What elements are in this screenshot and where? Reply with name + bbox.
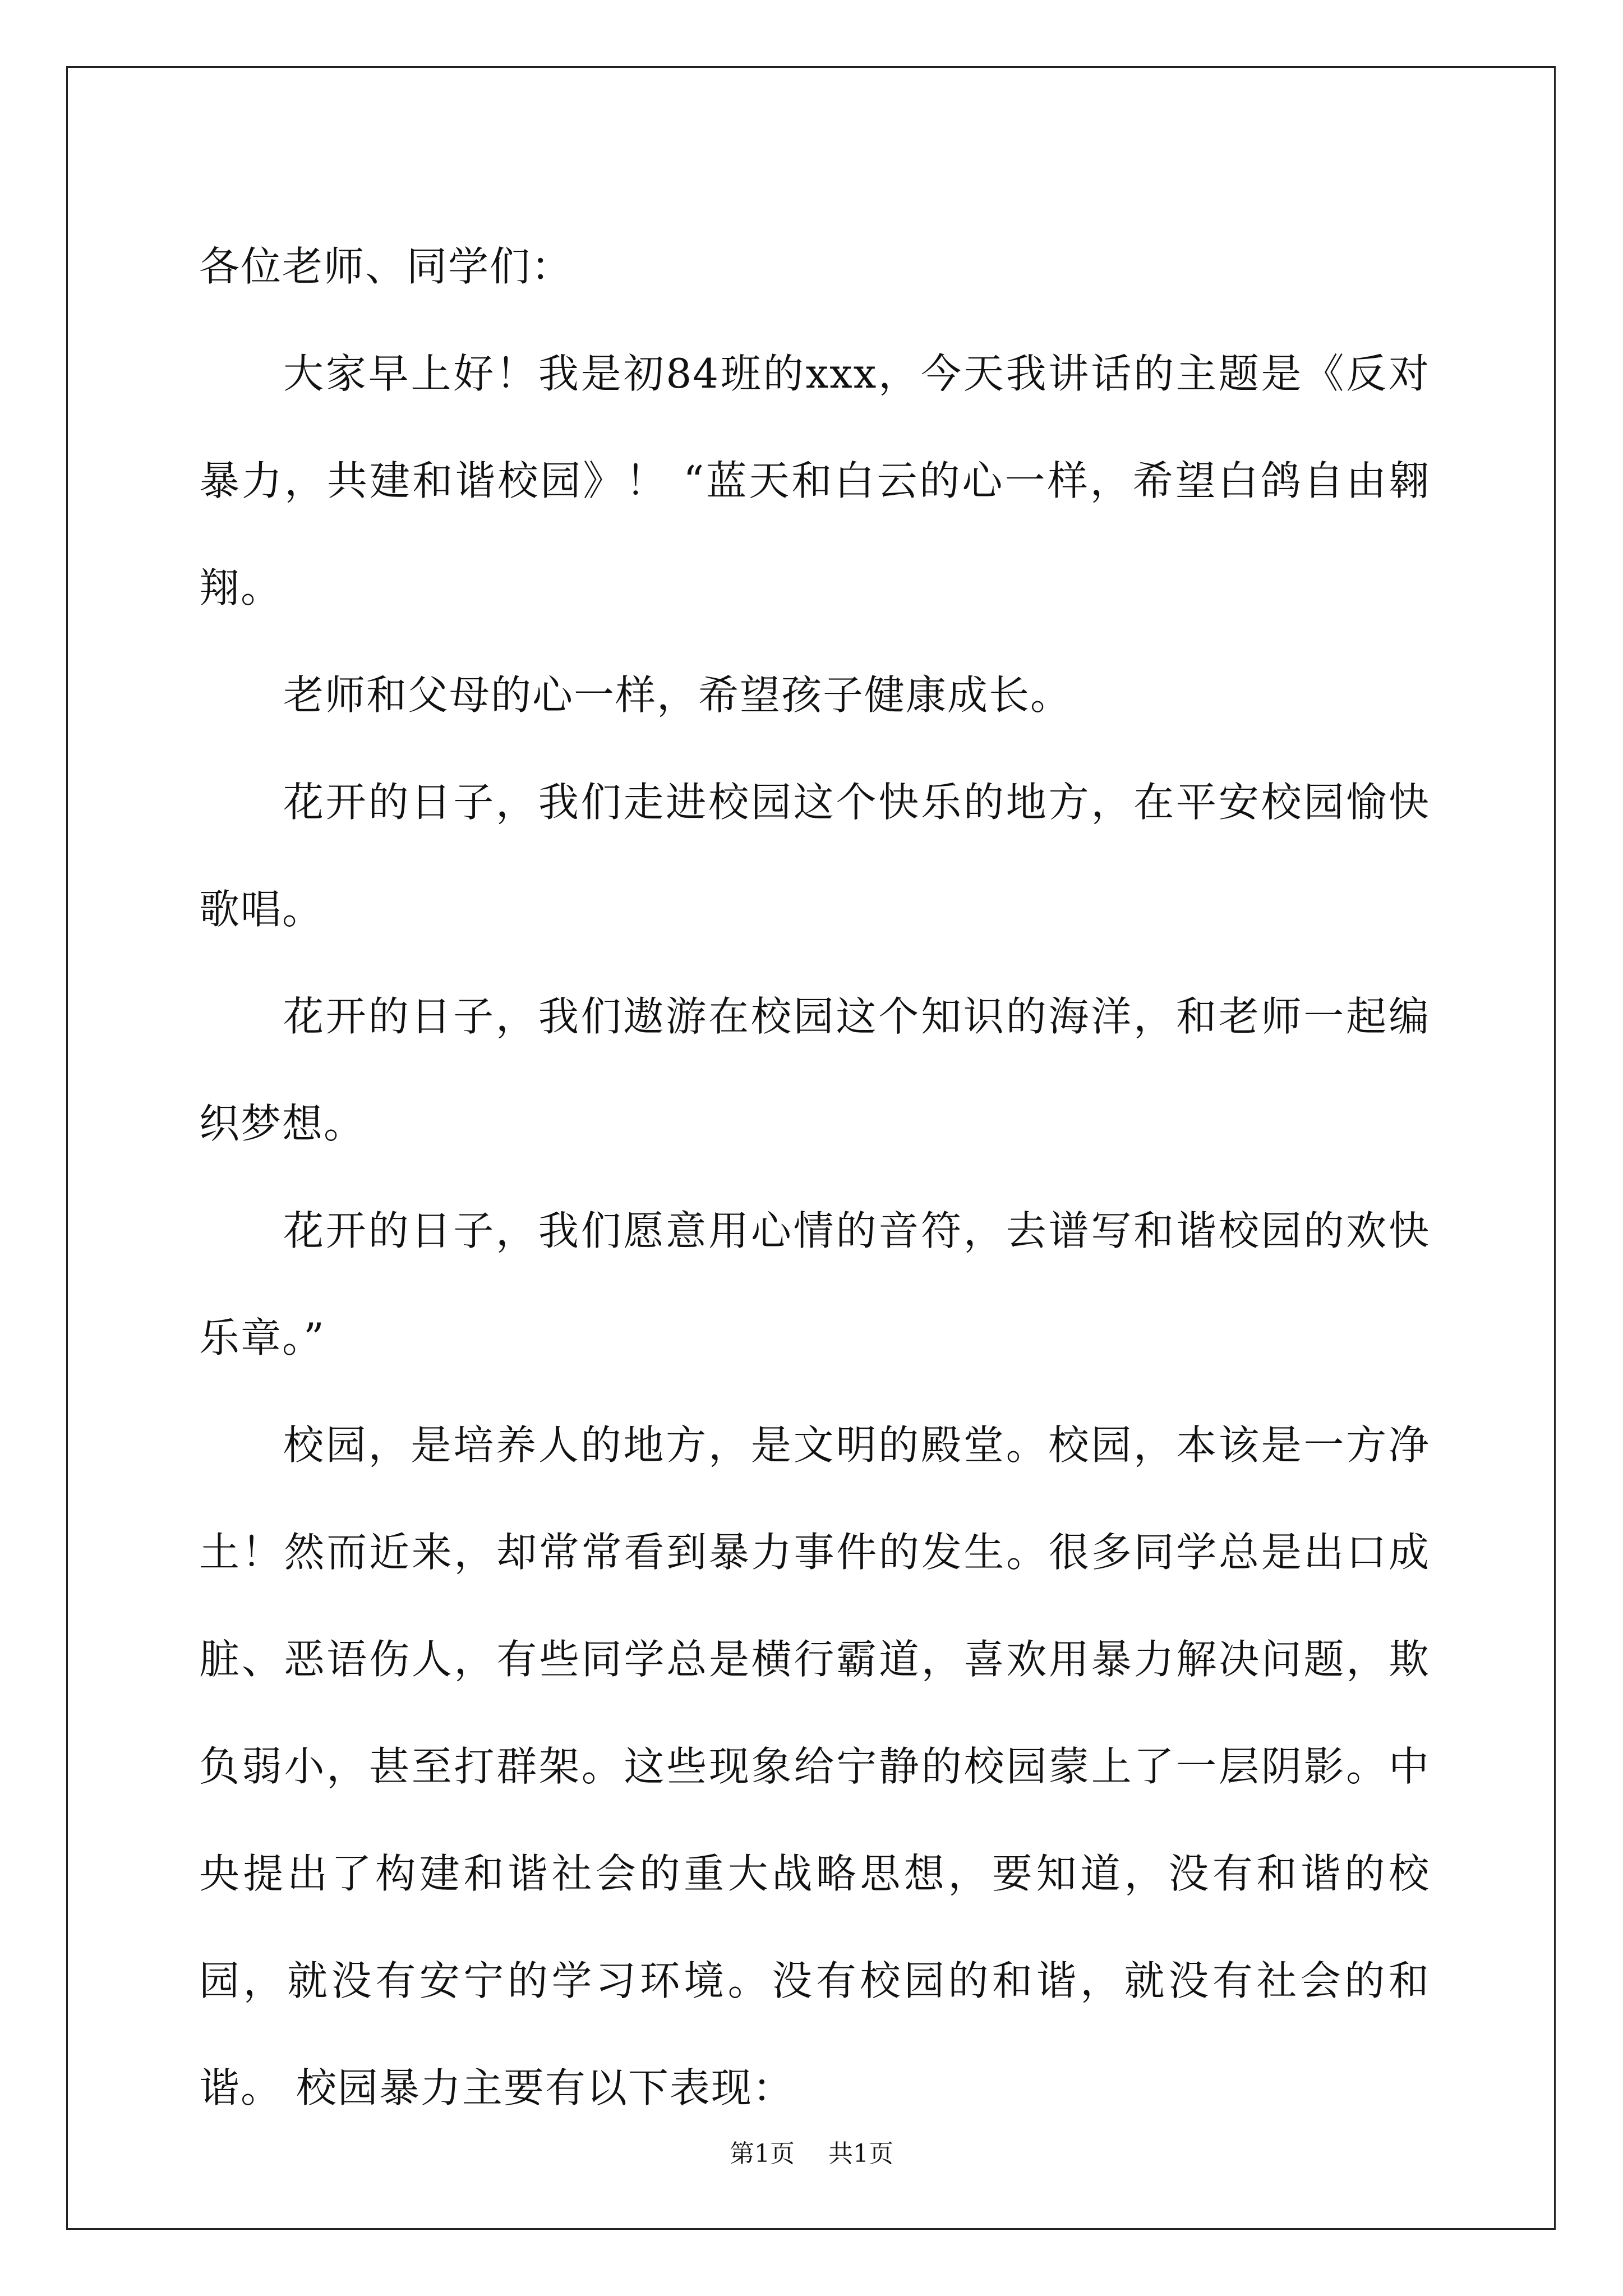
paragraph-4: 花开的日子，我们遨游在校园这个知识的海洋，和老师一起编织梦想。: [199, 993, 1430, 1147]
paragraph-2: 老师和父母的心一样，希望孩子健康成长。: [283, 671, 1072, 719]
document-body: [199, 213, 1430, 2142]
paragraph-3: 花开的日子，我们走进校园这个快乐的地方，在平安校园愉快歌唱。: [199, 779, 1430, 933]
page-footer: [0, 2137, 1623, 2171]
paragraph-5: 花开的日子，我们愿意用心情的音符，去谱写和谐校园的欢快乐章。”: [199, 1207, 1430, 1361]
paragraph-6: 校园，是培养人的地方，是文明的殿堂。校园，本该是一方净土！然而近来，却常常看到暴力事件的发生。很多同学总是出口成脏、恶语伤人，有些同学总是横行霸道，喜欢用暴力解决问题，欺负弱小，甚至打群架。这些现象给宁静的校园蒙上了一层阴影。中央提出了构建和谐社会的重大战略思想，要知道，没有和谐的校园，就没有安宁的学习环境。没有校园的和谐，就没有社会的和谐。 校园暴力主要有以下表现：: [199, 1421, 1430, 2111]
total-pages: 共1页: [828, 2139, 893, 2168]
page-number: 第1页: [730, 2139, 795, 2168]
greeting: 各位老师、同学们：: [199, 243, 573, 290]
paragraph-1: 大家早上好！我是初84班的xxx，今天我讲话的主题是《反对暴力，共建和谐校园》！ “蓝天和白云的心一样，希望白鸽自由翱翔。: [199, 350, 1430, 611]
